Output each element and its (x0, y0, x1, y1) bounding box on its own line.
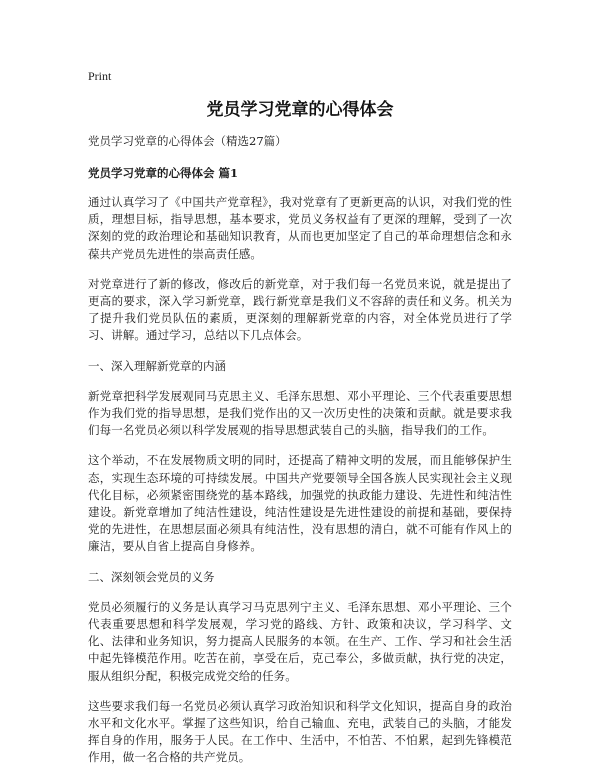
page-title: 党员学习党章的心得体会 (206, 100, 394, 120)
print-link[interactable]: Print (88, 69, 112, 83)
paragraph-4: 这个举动，不在发展物质文明的同时，还提高了精神文明的发展，而且能够保护生态，实现生态环境的可持续发展。中国共产党要领导全国各族人民实现社会主义现代化目标，必须紧密围绕党的基本路线，加强党的执政能力建设、先进性和纯洁性建设。新党章增加了纯洁性建设，纯洁性建设是先进性建设的前提和基础，要保持党的先进性，在思想层面必须具有纯洁性，没有思想的清白，就不可能有作风上的廉洁，要从自省上提高自身修养。 (88, 453, 512, 554)
paragraph-3: 新党章把科学发展观同马克思主义、毛泽东思想、邓小平理论、三个代表重要思想作为我们党的指导思想，是我们党作出的又一次历史性的决策和贡献。就是要求我们每一名党员必须以科学发展观的指导思想武装自己的头脑，指导我们的工作。 (88, 388, 512, 438)
subheading-2: 二、深刻领会党员的义务 (88, 569, 215, 584)
subtitle: 党员学习党章的心得体会（精选27篇） (88, 134, 287, 148)
subheading-1: 一、深入理解新党章的内涵 (88, 358, 226, 373)
article-heading: 党员学习党章的心得体会 篇1 (88, 166, 239, 180)
paragraph-5: 党员必须履行的义务是认真学习马克思列宁主义、毛泽东思想、邓小平理论、三个代表重要思想和科学发展观，学习党的路线、方针、政策和决议，学习科学、文化、法律和业务知识，努力提高人民服务的本领。在生产、工作、学习和社会生活中起先锋模范作用。吃苦在前，享受在后，克己奉公，多做贡献，执行党的决定，服从组织分配，积极完成党交给的任务。 (88, 599, 512, 683)
paragraph-6: 这些要求我们每一名党员必须认真学习政治知识和科学文化知识，提高自身的政治水平和文化水平。掌握了这些知识，给自己输血、充电，武装自己的头脑，才能发挥自身的作用，服务于人民。在工作中、生活中，不怕苦、不怕累，起到先锋模范作用，做一名合格的共产党员。 (88, 698, 512, 765)
paragraph-1: 通过认真学习了《中国共产党章程》，我对党章有了更新更高的认识，对我们党的性质，理想目标，指导思想，基本要求，党员义务权益有了更深的理解，受到了一次深刻的党的政治理论和基础知识教育，从而也更加坚定了自己的革命理想信念和永葆共产党员先进性的崇高责任感。 (88, 195, 512, 261)
paragraph-2: 对党章进行了新的修改，修改后的新党章，对于我们每一名党员来说，就是提出了更高的要求，深入学习新党章，践行新党章是我们义不容辞的责任和义务。机关为了提升我们党员队伍的素质，更深刻的理解新党章的内容，对全体党员进行了学习、讲解。通过学习，总结以下几点体会。 (88, 276, 512, 343)
